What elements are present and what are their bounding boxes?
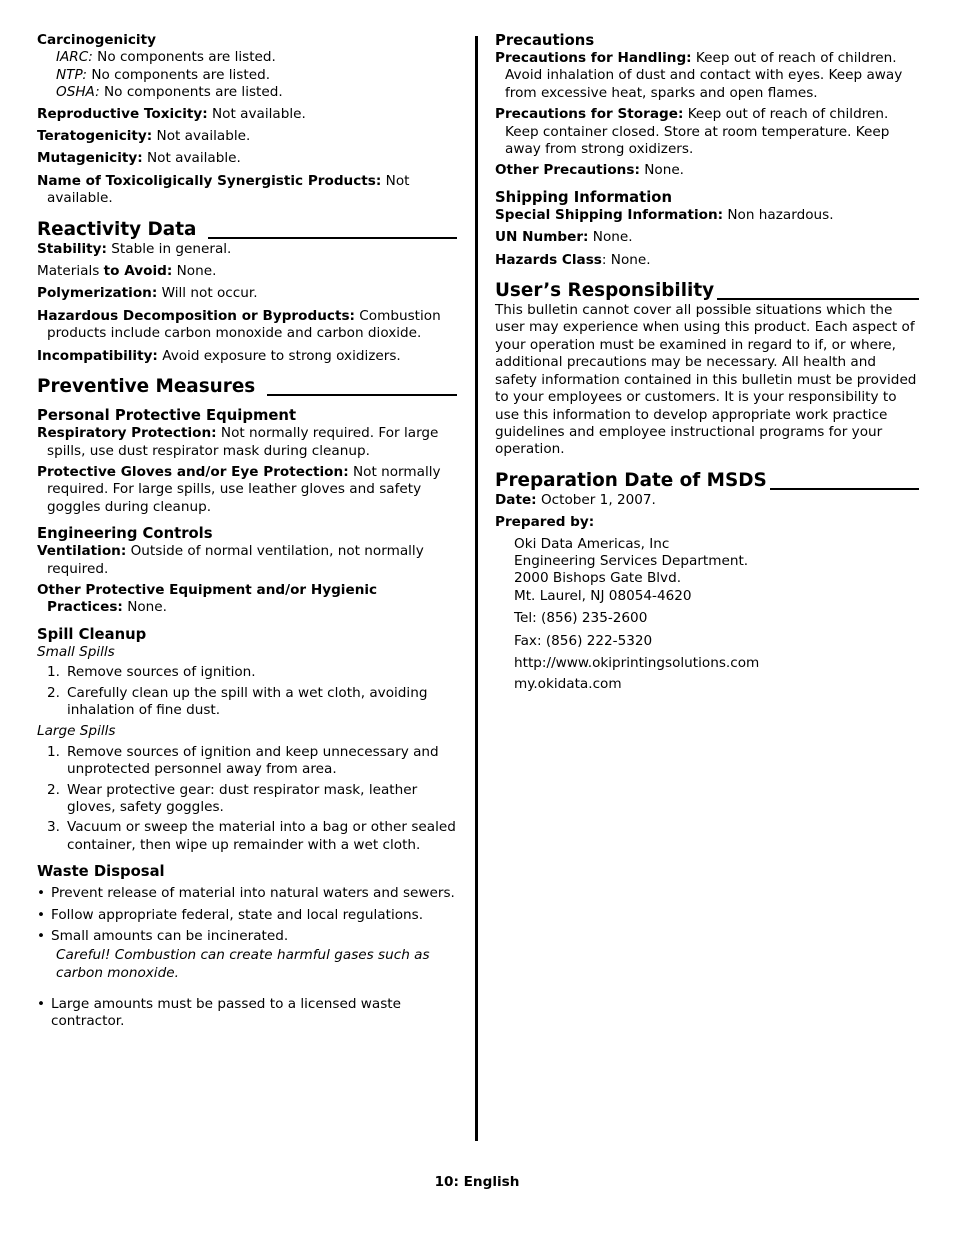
ppe-heading: Personal Protective Equipment — [37, 407, 297, 425]
address-line: Oki Data Americas, Inc — [514, 535, 670, 552]
engineering-controls-heading: Engineering Controls — [37, 525, 213, 543]
materials-to-avoid: Materials to Avoid: None. — [37, 263, 217, 280]
combustion-warning: Careful! Combustion can create harmful gases such as carbon monoxide. — [56, 947, 430, 981]
bullet-icon: • — [37, 928, 46, 945]
mutagenicity: Mutagenicity: Not available. — [37, 150, 241, 167]
un-number: UN Number: None. — [495, 229, 633, 246]
list-item: • Follow appropriate federal, state and local regulations. — [37, 906, 424, 923]
company-address — [495, 536, 919, 694]
shipping-heading: Shipping Information — [495, 188, 672, 206]
right-column — [495, 32, 919, 694]
spill-cleanup-heading: Spill Cleanup — [37, 625, 147, 643]
teratogenicity: Teratogenicity: Not available. — [37, 128, 251, 145]
gloves-eye-protection: Protective Gloves and/or Eye Protection: Not normally required. For large spills, use leather gloves and safety goggles during cleanup. — [37, 463, 441, 515]
bullet-icon: • — [37, 906, 46, 923]
address-line: Mt. Laurel, NJ 08054-4620 — [514, 587, 692, 604]
osha-line: OSHA: No components are listed. — [56, 84, 283, 101]
heading-rule — [208, 237, 457, 239]
address-line: 2000 Bishops Gate Blvd. — [514, 570, 682, 587]
fax-number: Fax: (856) 222-5320 — [514, 632, 653, 649]
website-link[interactable]: http://www.okiprintingsolutions.com — [514, 654, 760, 671]
precautions-heading: Precautions — [495, 32, 595, 49]
list-item: 1. Remove sources of ignition. — [47, 664, 256, 681]
phone-number: Tel: (856) 235-2600 — [514, 610, 648, 627]
waste-disposal-list-cont — [37, 996, 457, 1031]
address-line: Engineering Services Department. — [514, 552, 749, 569]
page-footer: 10: English — [434, 1174, 520, 1190]
column-divider — [475, 36, 478, 1141]
small-spills-list — [37, 664, 457, 719]
list-item: • Large amounts must be passed to a licensed waste contractor. — [37, 995, 402, 1030]
list-item: • Small amounts can be incinerated. — [37, 928, 289, 945]
large-spills-label: Large Spills — [37, 723, 116, 740]
ntp-line: NTP: No components are listed. — [56, 66, 271, 83]
preparation-date-heading: Preparation Date of MSDS — [495, 470, 919, 492]
responsibility-body: This bulletin cannot cover all possible situations which the user may experience when using this product. Each aspect of your operation must be examined in regard to if, or where, additional precautions may be necessary. All health and safety information contained in this bulletin must be provided to your employees or customers. It is your responsibility to use this information to develop appropriate work practice guidelines and employee instructional programs for your operation. — [495, 302, 917, 458]
precautions-storage: Precautions for Storage: Keep out of reach of children. Keep container closed. Store at room temperature. Keep away from strong oxidizers. — [495, 106, 890, 158]
list-item: 2. Carefully clean up the spill with a wet cloth, avoiding inhalation of fine dust. — [47, 684, 428, 718]
heading-rule — [717, 298, 919, 300]
incompatibility: Incompatibility: Avoid exposure to strong oxidizers. — [37, 347, 401, 364]
users-responsibility-heading: User’s Responsibility — [495, 280, 919, 302]
preparation-date: Date: October 1, 2007. — [495, 491, 656, 508]
heading-rule — [770, 488, 919, 490]
reproductive-toxicity: Reproductive Toxicity: Not available. — [37, 105, 306, 122]
waste-disposal-heading: Waste Disposal — [37, 863, 165, 881]
iarc-line: IARC: No components are listed. — [56, 49, 276, 66]
list-item: 1. Remove sources of ignition and keep unnecessary and unprotected personnel away from area. — [47, 743, 439, 778]
carcinogenicity-heading: Carcinogenicity — [37, 32, 156, 48]
waste-disposal-list — [37, 885, 457, 945]
list-item: • Prevent release of material into natural waters and sewers. — [37, 885, 455, 902]
hazardous-decomposition: Hazardous Decomposition or Byproducts: Combustion products include carbon monoxide and carbon dioxide. — [37, 307, 441, 342]
polymerization: Polymerization: Will not occur. — [37, 285, 258, 302]
other-protective-equipment: Other Protective Equipment and/or Hygienic Practices: None. — [37, 581, 378, 616]
ventilation: Ventilation: Outside of normal ventilation, not normally required. — [37, 543, 424, 577]
special-shipping: Special Shipping Information: Non hazardous. — [495, 206, 834, 223]
bullet-icon: • — [37, 885, 46, 902]
stability: Stability: Stable in general. — [37, 240, 232, 257]
hazards-class: Hazards Class: None. — [495, 251, 651, 268]
okidata-link[interactable]: my.okidata.com — [514, 676, 622, 693]
precautions-handling: Precautions for Handling: Keep out of reach of children. Avoid inhalation of dust and contact with eyes. Keep away from excessive heat, sparks and open flames. — [495, 50, 903, 101]
list-item: 2. Wear protective gear: dust respirator mask, leather gloves, safety goggles. — [47, 781, 418, 815]
bullet-icon: • — [37, 995, 46, 1012]
large-spills-list — [37, 744, 457, 854]
list-item: 3. Vacuum or sweep the material into a bag or other sealed container, then wipe up remainder with a wet cloth. — [47, 819, 456, 853]
prepared-by-label: Prepared by: — [495, 514, 595, 531]
reactivity-data-heading: Reactivity Data — [37, 219, 457, 241]
heading-rule — [267, 394, 457, 396]
left-column — [37, 32, 457, 1031]
respiratory-protection: Respiratory Protection: Not normally required. For large spills, use dust respirator mask during cleanup. — [37, 425, 439, 459]
small-spills-label: Small Spills — [37, 643, 115, 660]
synergistic-products: Name of Toxicoligically Synergistic Products: Not available. — [37, 172, 410, 207]
preventive-measures-heading: Preventive Measures — [37, 376, 457, 398]
other-precautions: Other Precautions: None. — [495, 162, 684, 179]
